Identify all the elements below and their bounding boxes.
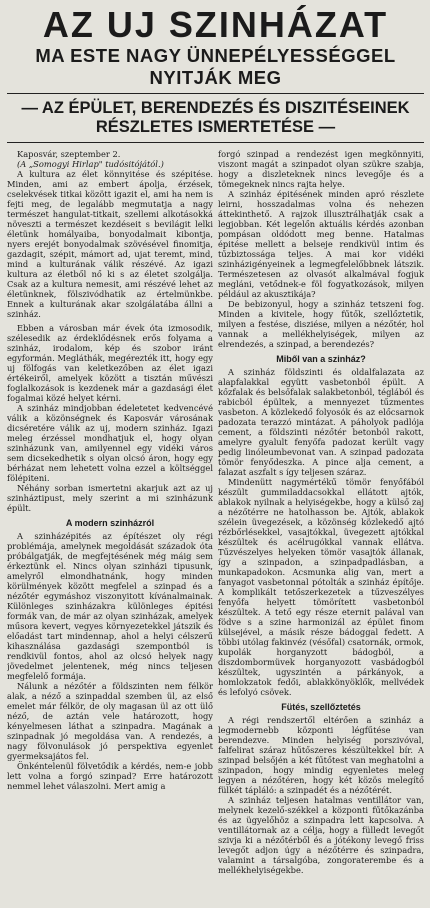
paragraph: A kultura az élet könnyitése és szépitése. Minden, ami az embert ápolja, érzések, cselekvések titkai között igazit el, ami ha nem is fejti meg, de legalább megmutatja a nagy természet hangulat-titkait, szellemi alkotásokká növeszti a természet kezdéseit s bevilágit lelki életünk homályaiba, bonyodalmait kibontja, nyers erejét bonyodalmak szövésével finomitja, gazdagit, szépit, mámort ad, ujat teremt, mind, mind a kulturának válik részévé. Az igazi kultura az életből nő ki s az életet szolgálja. Csak az a kultura nemesit, ami részévé lehet az életünknek, fölszivódhatik az értelmünkbe. Ennek a kulturának akar szolgálatába állni a szinház. [7,169,213,319]
headline-line-1: AZ UJ SZINHÁZAT [42,4,389,45]
section-heading: Fütés, szellőztetés [281,702,361,712]
subheadline-line-1: — AZ ÉPÜLET, BERENDEZÉS ÉS DISZITÉSEINEK [21,99,410,117]
paragraph: forgó szinpad a rendezést igen megkönnyiti, viszont magát a szinpadot olyan szükre szabja, hogy a diszleteknek nincs levegője és a tömegeknek nincs rajta helye. [218,149,424,189]
paragraph: A szinház mindjobban édeletetet kedvencévé válik a közönségnek és Kaposvár városának dicséretére válik az uj, modern szinház. Igazi meleg érzéssel mondhatjuk el, hogy olyan szinházunk van, amilyennel egy vidéki város sem dicsekedhetik s olyan olcsó áron, hogy egy bérházat nem lehetett volna ezzel a költséggel fölépiteni. [7,403,213,483]
section-heading: Miből van a szinház? [276,354,366,364]
section-heading: A modern szinházról [65,518,155,528]
headline-line-2: MA ESTE NAGY ÜNNEPÉLYESSÉGGEL [35,45,396,66]
paragraph: A szinház földszinti és oldalfalazata az alapfalakkal együtt vasbetonból épült. A kőzfalak és belsőfalak salakbetonból, téglából és rabicból épültek, a mennyezet tűzmentes vasbeton. A közlekedő folyosók és az előcsarnok padozata terazzó mintázat. A páholyok padlója cement, a földszinti nézőtér betonból rakott, amelyre gyalult fenyőfa padozat került vagy pedig linóleumbevonat van. A szinpad padozata tömör fenyődeszka. A pince alja cement, a falazat aszfalt s így teljesen száraz. [218,367,424,477]
paragraph: A szinházépités az építészet oly régi problémája, amelynek megoldását századok óta próbálgatják, de megfejtésének még máig sem érkeztünk el. Nincs olyan szinházi tipusunk, amelyről elmondhatnánk, hogy minden körülmények között megfelel a szinpad és a nézőtér egymáshoz viszonyitott kívánalmainak. Különleges szinházakra különleges épitési formák van, de már az olyan szinházak, amelyek műsora kevert, vegyes környezetekkel játszik és előadást tart mindennap, ahol a helyi célszerű kihasználása gazdasági szempontból is rendkivül fontos, ahol az olcsó helyek nagy jövedelmet jelentenek, még nincs teljesen megfelelő formája. [7,531,213,681]
divider-top [7,93,424,94]
article-columns [7,149,424,875]
paragraph: De bebizonyul, hogy a szinház tetszeni fog. Minden a kivitele, hogy fűtők, szellőztetik, milyen a festése, disziése, milyen a nézőtér, hol vannak a mellékhelyiségek, milyen az elrendezés, a szinpad, a berendezés? [218,299,424,349]
paragraph: Néhány sorban ismertetni akarjuk azt az uj szinháztipust, mely szerint a mi szinházunk épült. [7,483,213,513]
subheadline-line-2: RÉSZLETES ISMERTETÉSE — [95,118,336,136]
paragraph: Mindenütt nagymértékű tömör fenyőfából készült gummiladdacsokkal ellátott ajtók, ablakok nyilnak a helyiségekbe, hogy a külső zaj a nézőtérre ne hatolhasson be. Ajtók, ablakok szélein üvegezések, a közönség közlekedő ajtó rézbőrlésekkel, vasajtókkal, üvegezett ajtókkal készültek és acélrugókkal vannak ellátva. Tűzvészelyes helyeken tömör vasajtók állanak, így a szinpadon, a szinpadpadlásban, a munkapadokon. Acsmunka alig van, mert a fanyagot vasbetonnal pótolták a szinház építője. A komplikált tetőszerkezetek a tűzveszélyes fenyőfa helyett tömörített vasbetonból készültek. A tető egy része eternit palával van födve s a szine harmonizál az épület finom külsejével, a másik része bádoggal fedett. A többi utólag fakinvéz (vésőfal) csatornák, ormok, kupolák horganyzott bádogból, a diszdombormüvek horganyozott vasbádogból készültek, ugyszintén a párkányok, a homlokzatok fedői, ablakkönyöklők, mellvédek és lefolyó csövek. [218,477,424,697]
left-column [7,149,213,875]
paragraph: A szinház teljesen hatalmas ventillátor van, melynek kezelő-székkel a központi fűtőkazánba és az ügyelőhöz a szinpadra lett kapcsolva. A ventillátornak az a célja, hogy a fülledt levegőt szivja ki a nézőtérből és a jótékony levegő friss levegőt adjon úgy a nézőtérre és szinpadra, valamint a társalgóba, zongoraterembe és a mellékhelyiségekbe. [218,795,424,875]
source-line: (A „Somogyi Hirlap" tudósitójától.) [17,159,164,169]
paragraph: A régi rendszertől eltérően a szinház a legmodernebb központi légfűtése van berendezve. Minden helyiség porszivóval, falfelirat száraz hűtőszeres készültekkel bír. A szinpad belsőjén a két fűtőtest van meghatolni a szinpadon, hogy mindig egyenletes meleg legyen a nézőtéren, hogy két közös melegítő fülkét tápláló: a szinpadét és a nézőtérét. [218,715,424,795]
subheadline [7,99,424,137]
dateline: Kaposvár, szeptember 2. [17,149,121,159]
right-column [218,149,424,875]
paragraph: Ebben a városban már évek óta izmosodik, szélesedik az érdeklődésnek erős folyama a szinház, irodalom, kép és szobor iránt egyformán. Megláthák, megérezték itt, hogy egy uj fölfogás van keletkezőben az élet igazi értékeiről, amelyek között a tisztán művészi foglalkozások is kezdenek már a gazdasági élet fogalmai közé helyet kérni. [7,323,213,403]
paragraph: A szinház épitésének minden apró részlete leirni, hosszadalmas volna és nehezen áttekinthető. A rajzok illusztrálhatják csak a legjobban. Két legelőn aktuális kérdés azonban pompásan oldódott meg benne. Hatalmas épitése mellett a belseje rendkivül intim és tűzbiztossága teljes. A mai kor vidéki szinházigényeinek a legmegfelelőbbnek látszik. Természetesen az olvasót alkalmával fogjuk megláni, vetődnek-e föl fogyatkozások, milyen például az akusztikája? [218,189,424,299]
headline-line-3: NYITJÁK MEG [149,67,282,88]
divider-bottom [7,142,424,143]
headline [7,6,424,88]
paragraph: Önkéntelenül fölvetődik a kérdés, nem-e jobb lett volna a forgó szinpad? Erre határozott nemmel lehet válaszolni. Mert amig a [7,761,213,791]
paragraph: Nálunk a nézőtér a földszinten nem félkör alak, a néző a szinpaddal szemben ül, az első emelet már félkör, de oly magasan ül az ott ülő néző, de aztán vele határozott, hogy kényelmesen láthat a szinpadra. Magának a szinpadnak jó megoldása van. A rendezés, a nagy fölvonulások jó perspektiva egyenlet gyermeksajátos fel. [7,681,213,761]
